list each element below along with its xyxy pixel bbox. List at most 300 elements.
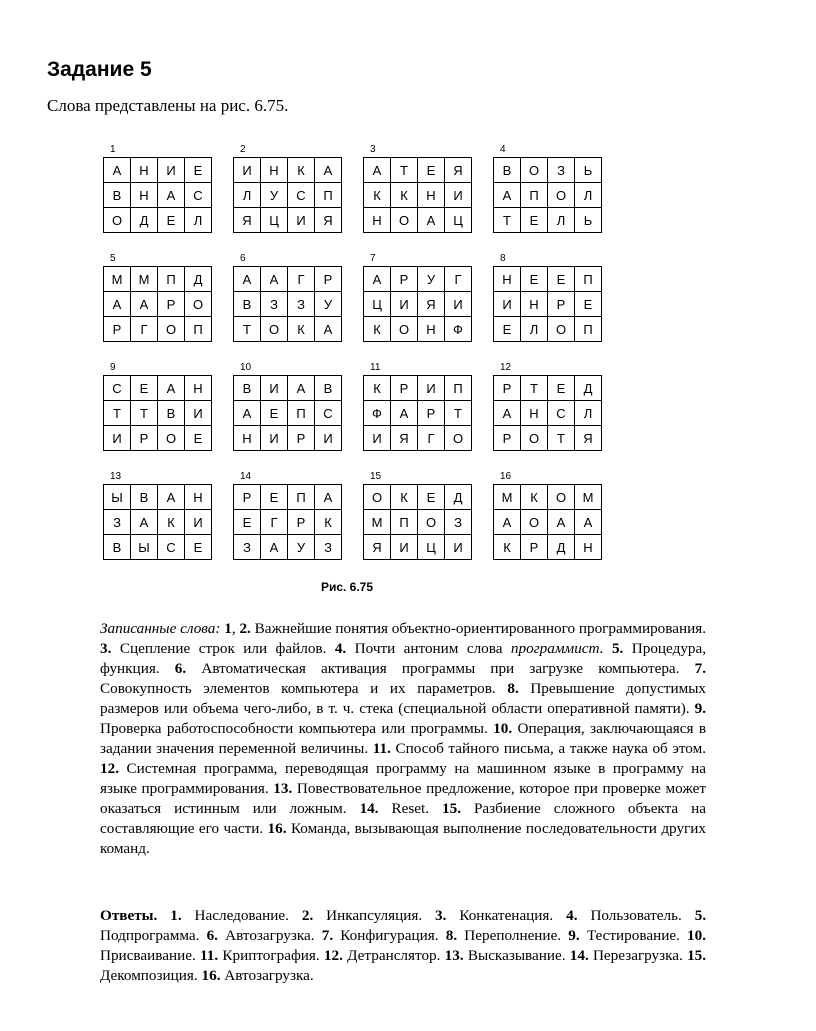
letter-cell: О [418, 510, 445, 535]
puzzle-1 [103, 143, 214, 233]
letter-cell: Р [288, 426, 315, 451]
letter-cell: Р [494, 376, 521, 401]
answer-text: Переполнение. [464, 927, 562, 944]
question-number: 6. [174, 660, 187, 677]
letter-cell: А [261, 267, 288, 292]
letter-grid [103, 157, 212, 233]
puzzle-5 [103, 252, 214, 342]
question-number: 15. [442, 800, 462, 817]
letter-cell: П [315, 183, 342, 208]
puzzle-12 [493, 361, 604, 451]
letter-cell: П [288, 401, 315, 426]
question-text: Команда, вызывающая выполнение последовательности других команд. [100, 820, 707, 857]
question-number: 7. [694, 660, 707, 677]
letter-cell: П [521, 183, 548, 208]
letter-cell: М [104, 267, 131, 292]
letter-grid [233, 375, 342, 451]
letter-cell: У [315, 292, 342, 317]
letter-cell: Д [185, 267, 212, 292]
letter-grid [493, 157, 602, 233]
puzzle-number: 16 [500, 471, 512, 482]
answer-number: 10. [687, 927, 707, 944]
letter-cell: В [315, 376, 342, 401]
letter-cell: Я [364, 535, 391, 560]
answer-number: 12. [323, 947, 343, 964]
question-text: Почти антоним слова [354, 640, 503, 657]
letter-cell: А [575, 510, 602, 535]
puzzle-number: 13 [110, 471, 122, 482]
letter-cell: Л [521, 317, 548, 342]
letter-cell: Н [418, 183, 445, 208]
letter-cell: Т [391, 158, 418, 183]
letter-cell: З [288, 292, 315, 317]
answer-number: 1. [170, 907, 182, 924]
letter-cell: А [364, 267, 391, 292]
question-number: 10. [493, 720, 513, 737]
question-text: Системная программа, переводящая программу на машинном языке в программу на языке программирования. [100, 760, 707, 797]
letter-cell: Р [288, 510, 315, 535]
letter-cell: Р [104, 317, 131, 342]
puzzle-number: 6 [240, 253, 246, 264]
answer-number: 13. [444, 947, 464, 964]
question-text: Важнейшие понятия объектно-ориентированного программирования. [254, 620, 707, 637]
letter-cell: И [418, 376, 445, 401]
answer-number: 15. [687, 947, 707, 964]
letter-cell: Я [418, 292, 445, 317]
letter-cell: Ц [364, 292, 391, 317]
puzzle-11 [363, 361, 474, 451]
letter-cell: К [288, 317, 315, 342]
question-number: 11. [372, 740, 391, 757]
letter-cell: В [234, 376, 261, 401]
letter-cell: Е [185, 535, 212, 560]
letter-cell: К [288, 158, 315, 183]
puzzle-number: 5 [110, 253, 116, 264]
letter-cell: С [548, 401, 575, 426]
letter-cell: О [548, 317, 575, 342]
letter-cell: А [494, 401, 521, 426]
letter-cell: А [315, 158, 342, 183]
letter-cell: З [315, 535, 342, 560]
letter-cell: Л [548, 208, 575, 233]
letter-cell: Т [521, 376, 548, 401]
letter-cell: Т [234, 317, 261, 342]
letter-cell: Н [364, 208, 391, 233]
letter-cell: И [234, 158, 261, 183]
letter-cell: А [494, 183, 521, 208]
letter-cell: З [445, 510, 472, 535]
letter-cell: Г [288, 267, 315, 292]
letter-cell: Ы [104, 485, 131, 510]
letter-cell: А [315, 485, 342, 510]
answer-text: Тестирование. [586, 927, 680, 944]
puzzle-7 [363, 252, 474, 342]
question-number: 5. [611, 640, 624, 657]
letter-cell: Н [185, 485, 212, 510]
letter-cell: П [391, 510, 418, 535]
question-text: Reset. [391, 800, 430, 817]
letter-cell: Н [185, 376, 212, 401]
questions-paragraph: Записанные слова: 1, 2. Важнейшие понятия объектно-ориентированного программирования. 3. Сцепление строк или файлов. 4. Почти антоним слова программист. 5. Процедура, функция. 6. Автоматическая активация программы при загрузке компьютера. 7. Совокупность элементов компьютера и их параметров. 8. Превышение допустимых размеров или объема чего-либо, в т. ч. стека (специальной области оперативной памяти). 9. Проверка работоспособности компьютера или программы. 10. Операция, заключающаяся в задании значения переменной величины. 11. Способ тайного письма, а также наука об этом. 12. Системная программа, переводящая программу на машинном языке в программу на языке программирования. 13. Повествовательное предложение, которое при проверке может оказаться истинным или ложным. 14. Reset. 15. Разбиение сложного объекта на составляющие его части. 16. Команда, вызывающая выполнение последовательности других команд. [100, 620, 707, 857]
question-number: 9. [694, 700, 706, 717]
answer-text: Присваивание. [100, 947, 196, 964]
letter-grid [103, 266, 212, 342]
answer-text: Конкатенация. [459, 907, 554, 924]
letter-cell: У [418, 267, 445, 292]
answer-number: 9. [568, 927, 580, 944]
answers-label: Ответы. [100, 907, 158, 924]
letter-cell: Ц [418, 535, 445, 560]
letter-cell: Н [261, 158, 288, 183]
question-text: Операция, заключающаяся в задании значения переменной величины. [100, 720, 707, 757]
letter-cell: И [185, 510, 212, 535]
letter-grid [493, 484, 602, 560]
puzzle-14 [233, 470, 344, 560]
letter-cell: И [445, 292, 472, 317]
letter-cell: И [261, 376, 288, 401]
letter-cell: О [364, 485, 391, 510]
letter-cell: М [131, 267, 158, 292]
question-number: 8. [507, 680, 519, 697]
letter-cell: Д [131, 208, 158, 233]
letter-cell: О [104, 208, 131, 233]
letter-cell: Т [104, 401, 131, 426]
letter-cell: Ф [364, 401, 391, 426]
letter-cell: А [364, 158, 391, 183]
letter-cell: Л [575, 401, 602, 426]
answer-text: Наследование. [194, 907, 289, 924]
letter-grid [103, 484, 212, 560]
letter-cell: Г [131, 317, 158, 342]
letter-grid [233, 484, 342, 560]
letter-cell: О [445, 426, 472, 451]
answer-text: Автозагрузка. [224, 967, 314, 984]
puzzle-grid-set [103, 143, 599, 560]
puzzle-10 [233, 361, 344, 451]
letter-cell: Ц [445, 208, 472, 233]
letter-cell: М [364, 510, 391, 535]
letter-cell: А [391, 401, 418, 426]
letter-cell: А [131, 292, 158, 317]
letter-cell: Е [158, 208, 185, 233]
letter-cell: Е [494, 317, 521, 342]
letter-cell: Г [445, 267, 472, 292]
letter-cell: Я [315, 208, 342, 233]
letter-cell: Д [445, 485, 472, 510]
letter-cell: Р [315, 267, 342, 292]
question-number: 16. [267, 820, 287, 837]
letter-grid [493, 375, 602, 451]
letter-cell: Т [548, 426, 575, 451]
letter-cell: У [261, 183, 288, 208]
puzzle-3 [363, 143, 474, 233]
letter-grid [363, 484, 472, 560]
letter-cell: Л [234, 183, 261, 208]
letter-cell: З [104, 510, 131, 535]
puzzle-16 [493, 470, 604, 560]
question-number: 14. [359, 800, 379, 817]
letter-cell: Я [445, 158, 472, 183]
letter-cell: Н [521, 401, 548, 426]
letter-cell: О [548, 183, 575, 208]
letter-cell: О [185, 292, 212, 317]
letter-cell: С [104, 376, 131, 401]
question-text: Проверка работоспособности компьютера или программы. [100, 720, 488, 737]
letter-cell: П [575, 267, 602, 292]
letter-cell: Г [261, 510, 288, 535]
letter-cell: З [548, 158, 575, 183]
answer-text: Пользователь. [590, 907, 682, 924]
letter-cell: Е [185, 426, 212, 451]
letter-cell: К [521, 485, 548, 510]
letter-cell: Ц [261, 208, 288, 233]
letter-cell: В [234, 292, 261, 317]
question-number: 4. [334, 640, 347, 657]
puzzle-13 [103, 470, 214, 560]
letter-cell: Н [131, 158, 158, 183]
answer-text: Подпрограмма. [100, 927, 200, 944]
letter-cell: Е [131, 376, 158, 401]
letter-cell: К [391, 183, 418, 208]
intro-text: Слова представлены на рис. 6.75. [47, 96, 289, 115]
question-emphasis: программист. [510, 640, 604, 657]
answers-paragraph [100, 906, 706, 986]
letter-grid [363, 375, 472, 451]
puzzle-15 [363, 470, 474, 560]
puzzle-9 [103, 361, 214, 451]
letter-cell: Е [575, 292, 602, 317]
letter-cell: Ы [131, 535, 158, 560]
letter-cell: Н [234, 426, 261, 451]
letter-cell: З [234, 535, 261, 560]
letter-cell: Я [234, 208, 261, 233]
answer-number: 7. [321, 927, 334, 944]
letter-cell: А [158, 376, 185, 401]
letter-cell: Я [575, 426, 602, 451]
puzzle-number: 10 [240, 362, 252, 373]
letter-cell: И [445, 535, 472, 560]
letter-cell: С [185, 183, 212, 208]
letter-cell: Р [158, 292, 185, 317]
answer-text: Высказывание. [467, 947, 566, 964]
letter-cell: И [391, 535, 418, 560]
letter-cell: Е [261, 485, 288, 510]
letter-cell: В [104, 535, 131, 560]
letter-cell: Л [185, 208, 212, 233]
letter-cell: П [445, 376, 472, 401]
letter-cell: О [548, 485, 575, 510]
puzzle-number: 2 [240, 144, 246, 155]
letter-cell: Р [494, 426, 521, 451]
letter-cell: Я [391, 426, 418, 451]
letter-cell: А [418, 208, 445, 233]
puzzle-number: 1 [110, 144, 116, 155]
letter-cell: О [158, 317, 185, 342]
answer-number: 2. [301, 907, 314, 924]
letter-cell: И [261, 426, 288, 451]
puzzle-number: 11 [370, 362, 381, 373]
letter-cell: Р [391, 267, 418, 292]
letter-cell: О [391, 208, 418, 233]
letter-cell: Д [575, 376, 602, 401]
letter-cell: Р [131, 426, 158, 451]
answer-text: Инкапсуляция. [326, 907, 423, 924]
letter-cell: В [494, 158, 521, 183]
question-text: Автоматическая активация программы при загрузке компьютера. [201, 660, 680, 677]
question-text: Превышение допустимых размеров или объема чего-либо, в т. ч. стека (специальной области оперативной памяти). [100, 680, 707, 717]
puzzle-number: 7 [370, 253, 376, 264]
letter-cell: С [158, 535, 185, 560]
letter-cell: А [494, 510, 521, 535]
letter-cell: Р [234, 485, 261, 510]
letter-cell: Е [418, 158, 445, 183]
letter-cell: М [494, 485, 521, 510]
letter-cell: Р [548, 292, 575, 317]
letter-cell: А [288, 376, 315, 401]
letter-cell: Е [521, 267, 548, 292]
letter-cell: А [158, 485, 185, 510]
puzzle-4 [493, 143, 604, 233]
question-number: 12. [100, 760, 119, 777]
letter-cell: Н [494, 267, 521, 292]
question-number: 2. [239, 620, 251, 637]
letter-grid [363, 266, 472, 342]
letter-cell: П [288, 485, 315, 510]
puzzle-number: 8 [500, 253, 506, 264]
letter-cell: И [494, 292, 521, 317]
letter-cell: Р [391, 376, 418, 401]
puzzle-number: 3 [370, 144, 376, 155]
letter-cell: В [131, 485, 158, 510]
letter-cell: Е [548, 376, 575, 401]
letter-cell: З [261, 292, 288, 317]
puzzle-number: 15 [370, 471, 382, 482]
letter-cell: П [185, 317, 212, 342]
answer-number: 16. [201, 967, 221, 984]
letter-cell: И [104, 426, 131, 451]
letter-cell: В [158, 401, 185, 426]
answer-number: 8. [445, 927, 458, 944]
letter-grid [103, 375, 212, 451]
page-title: Задание 5 [47, 58, 152, 81]
answer-text: Автозагрузка. [225, 927, 315, 944]
letter-cell: Л [575, 183, 602, 208]
puzzle-number: 4 [500, 144, 506, 155]
letter-cell: К [364, 183, 391, 208]
figure-caption: Рис. 6.75 [320, 580, 374, 594]
letter-cell: Р [418, 401, 445, 426]
letter-cell: А [315, 317, 342, 342]
letter-cell: О [521, 158, 548, 183]
letter-cell: О [261, 317, 288, 342]
letter-cell: А [158, 183, 185, 208]
letter-cell: У [288, 535, 315, 560]
letter-cell: О [521, 510, 548, 535]
question-text: Повествовательное предложение, которое при проверке может оказаться истинным или ложным. [100, 780, 707, 817]
letter-cell: И [288, 208, 315, 233]
letter-cell: И [445, 183, 472, 208]
letter-cell: К [364, 317, 391, 342]
letter-cell: К [494, 535, 521, 560]
letter-cell: С [315, 401, 342, 426]
letter-cell: А [234, 267, 261, 292]
letter-cell: И [185, 401, 212, 426]
letter-cell: Ь [575, 158, 602, 183]
letter-cell: Ь [575, 208, 602, 233]
letter-cell: О [521, 426, 548, 451]
letter-cell: П [158, 267, 185, 292]
question-text: Способ тайного письма, а также наука об этом. [395, 740, 707, 757]
letter-cell: И [315, 426, 342, 451]
letter-cell: Н [131, 183, 158, 208]
puzzle-6 [233, 252, 344, 342]
letter-cell: С [288, 183, 315, 208]
puzzle-2 [233, 143, 344, 233]
letter-grid [363, 157, 472, 233]
letter-cell: О [391, 317, 418, 342]
letter-cell: К [158, 510, 185, 535]
question-text: Разбиение сложного объекта на составляющие его части. [100, 800, 707, 837]
letter-cell: Е [234, 510, 261, 535]
letter-cell: Е [261, 401, 288, 426]
letter-cell: А [234, 401, 261, 426]
answer-text: Конфигурация. [340, 927, 439, 944]
letter-cell: Е [418, 485, 445, 510]
question-number: 1 [224, 620, 232, 637]
letter-cell: Г [418, 426, 445, 451]
letter-cell: Н [418, 317, 445, 342]
answer-text: Криптография. [222, 947, 320, 964]
letter-cell: И [391, 292, 418, 317]
puzzle-number: 9 [110, 362, 116, 373]
letter-cell: К [315, 510, 342, 535]
letter-cell: О [158, 426, 185, 451]
answer-number: 14. [569, 947, 589, 964]
puzzle-number: 12 [500, 362, 512, 373]
answer-number: 5. [694, 907, 707, 924]
letter-cell: А [548, 510, 575, 535]
letter-cell: Т [494, 208, 521, 233]
letter-cell: И [364, 426, 391, 451]
answer-text: Перезагрузка. [592, 947, 683, 964]
question-number: 13. [273, 780, 293, 797]
answer-number: 11. [200, 947, 219, 964]
answer-number: 3. [435, 907, 447, 924]
letter-cell: К [391, 485, 418, 510]
letter-cell: И [158, 158, 185, 183]
letter-cell: В [104, 183, 131, 208]
letter-cell: Е [185, 158, 212, 183]
letter-grid [233, 157, 342, 233]
answer-number: 6. [206, 927, 218, 944]
letter-cell: Н [521, 292, 548, 317]
letter-cell: Т [445, 401, 472, 426]
letter-cell: Е [521, 208, 548, 233]
question-text: Сцепление строк или файлов. [119, 640, 327, 657]
answer-text: Детранслятор. [347, 947, 441, 964]
letter-cell: Р [521, 535, 548, 560]
letter-cell: П [575, 317, 602, 342]
letter-grid [233, 266, 342, 342]
answer-text: Декомпозиция. [100, 967, 198, 984]
figure-6-75 [103, 143, 599, 594]
puzzle-number: 14 [240, 471, 252, 482]
letter-cell: Д [548, 535, 575, 560]
question-text: Совокупность элементов компьютера и их параметров. [100, 680, 496, 697]
letter-cell: К [364, 376, 391, 401]
letter-cell: Т [131, 401, 158, 426]
question-text: Процедура, функция. [100, 640, 707, 677]
